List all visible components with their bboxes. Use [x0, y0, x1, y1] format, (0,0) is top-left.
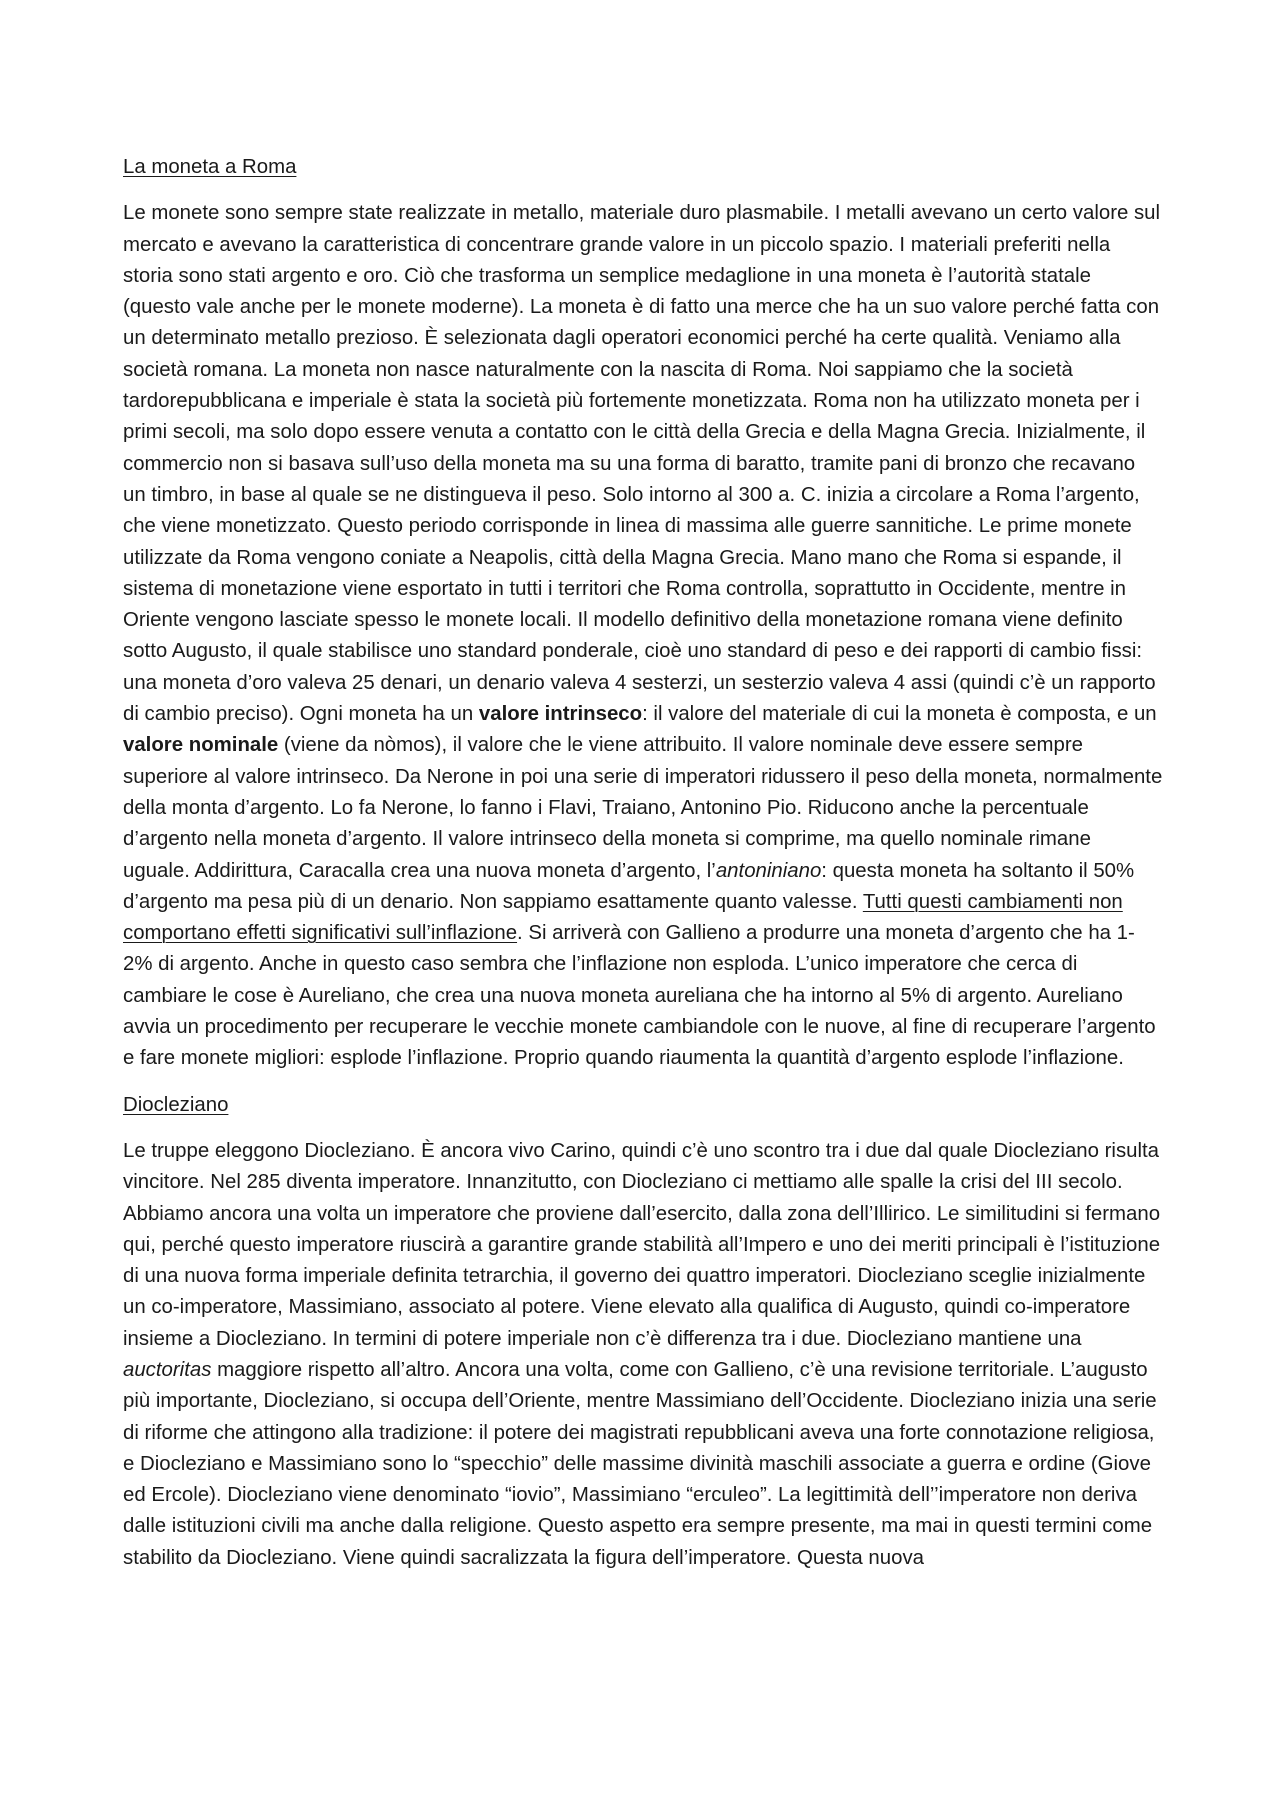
- text-run: Le monete sono sempre state realizzate in metallo, materiale duro plasmabile. I metalli avevano un certo valore sul mercato e avevano la caratteristica di concentrare grande valore in un piccolo spazio. I materiali preferiti nella storia sono stati argento e oro. Ciò che trasforma un semplice medaglione in una moneta è l’autorità statale (questo vale anche per le monete moderne). La moneta è di fatto una merce che ha un suo valore perché fatta con un determinato metallo prezioso. È selezionata dagli operatori economici perché ha certe qualità. Veniamo alla società romana. La moneta non nasce naturalmente con la nascita di Roma. Noi sappiamo che la società tardorepubblicana e imperiale è stata la società più fortemente monetizzata. Roma non ha utilizzato moneta per i primi secoli, ma solo dopo essere venuta a contatto con le città della Grecia e della Magna Grecia. Inizialmente, il commercio non si basava sull’uso della moneta ma su una forma di baratto, tramite pani di bronzo che recavano un timbro, in base al quale se ne distingueva il peso. Solo intorno al 300 a. C. inizia a circolare a Roma l’argento, che viene monetizzato. Questo periodo corrisponde in linea di massima alle guerre sannitiche. Le prime monete utilizzate da Roma vengono coniate a Neapolis, città della Magna Grecia. Mano mano che Roma si espande, il sistema di monetazione viene esportato in tutti i territori che Roma controlla, soprattutto in Occidente, mentre in Oriente vengono lasciate spesso le monete locali. Il modello definitivo della monetazione romana viene definito sotto Augusto, il quale stabilisce uno standard ponderale, cioè uno standard di peso e dei rapporti di cambio fissi: una moneta d’oro valeva 25 denari, un denario valeva 4 sesterzi, un sesterzio valeva 4 assi (quindi c’è un rapporto di cambio preciso). Ogni moneta ha un: [123, 202, 1161, 726]
- section-title-diocleziano: Diocleziano: [123, 1093, 229, 1116]
- section-title-moneta: La moneta a Roma: [123, 156, 297, 178]
- text-run: : il valore del materiale di cui la moneta è composta, e un: [642, 703, 1157, 726]
- bold-term-valore-intrinseco: valore intrinseco: [478, 703, 643, 726]
- text-run: : questa moneta ha soltanto il 50% d’argento ma pesa più di un denario. Non sappiamo esattamente quanto valesse.: [123, 859, 1135, 913]
- paragraph-diocleziano: [123, 1136, 1163, 1574]
- text-run: maggiore rispetto all’altro. Ancora una volta, come con Gallieno, c’è una revisione territoriale. L’augusto più importante, Diocleziano, si occupa dell’Oriente, mentre Massimiano dell’Occidente. Diocleziano inizia una serie di riforme che attingono alla tradizione: il potere dei magistrati repubblicani aveva una forte connotazione religiosa, e Diocleziano e Massimiano sono lo “specchio” delle massime divinità maschili associate a guerra e ordine (Giove ed Ercole). Diocleziano viene denominato “iovio”, Massimiano “erculeo”. La legittimità dell’’imperatore non deriva dalle istituzioni civili ma anche dalla religione. Questo aspetto era sempre presente, ma mai in questi termini come stabilito da Diocleziano. Viene quindi sacralizzata la figura dell’imperatore. Questa nuova: [123, 1358, 1157, 1569]
- text-run: . Si arriverà con Gallieno a produrre una moneta d’argento che ha 1-2% di argento. Anche in questo caso sembra che l’inflazione non esploda. L’unico imperatore che cerca di cambiare le cose è Aureliano, che crea una nuova moneta aureliana che ha intorno al 5% di argento. Aureliano avvia un procedimento per recuperare le vecchie monete cambiandole con le nuove, al fine di recuperare l’argento e fare monete migliori: esplode l’inflazione. Proprio quando riaumenta la quantità d’argento esplode l’inflazione.: [123, 922, 1156, 1070]
- text-run: Le truppe eleggono Diocleziano. È ancora vivo Carino, quindi c’è uno scontro tra i due dal quale Diocleziano risulta vincitore. Nel 285 diventa imperatore. Innanzitutto, con Diocleziano ci mettiamo alle spalle la crisi del III secolo. Abbiamo ancora una volta un imperatore che proviene dall’esercito, dalla zona dell’Illirico. Le similitudini si fermano qui, perché questo imperatore riuscirà a garantire grande stabilità all’Impero e uno dei meriti principali è l’istituzione di una nuova forma imperiale definita tetrarchia, il governo dei quattro imperatori. Diocleziano sceglie inizialmente un co-imperatore, Massimiano, associato al potere. Viene elevato alla qualifica di Augusto, quindi co-imperatore insieme a Diocleziano. In termini di potere imperiale non c’è differenza tra i due. Diocleziano mantiene una: [123, 1139, 1161, 1350]
- text-run: (viene da nòmos), il valore che le viene attribuito. Il valore nominale deve essere sempre superiore al valore intrinseco. Da Nerone in poi una serie di imperatori ridussero il peso della moneta, normalmente della monta d’argento. Lo fa Nerone, lo fanno i Flavi, Traiano, Antonino Pio. Riducono anche la percentuale d’argento nella moneta d’argento. Il valore intrinseco della moneta si comprime, ma quello nominale rimane uguale. Addirittura, Caracalla crea una nuova moneta d’argento, l’: [123, 734, 1163, 882]
- italic-term-auctoritas: auctoritas: [123, 1358, 212, 1381]
- underlined-sentence: Tutti questi cambiamenti non comportano effetti significativi sull’inflazione: [123, 890, 1123, 945]
- bold-term-valore-nominale: valore nominale: [123, 734, 279, 757]
- document-page: [123, 152, 1163, 1574]
- italic-term-antoniniano: antoniniano: [715, 859, 822, 882]
- paragraph-moneta: [123, 198, 1163, 1074]
